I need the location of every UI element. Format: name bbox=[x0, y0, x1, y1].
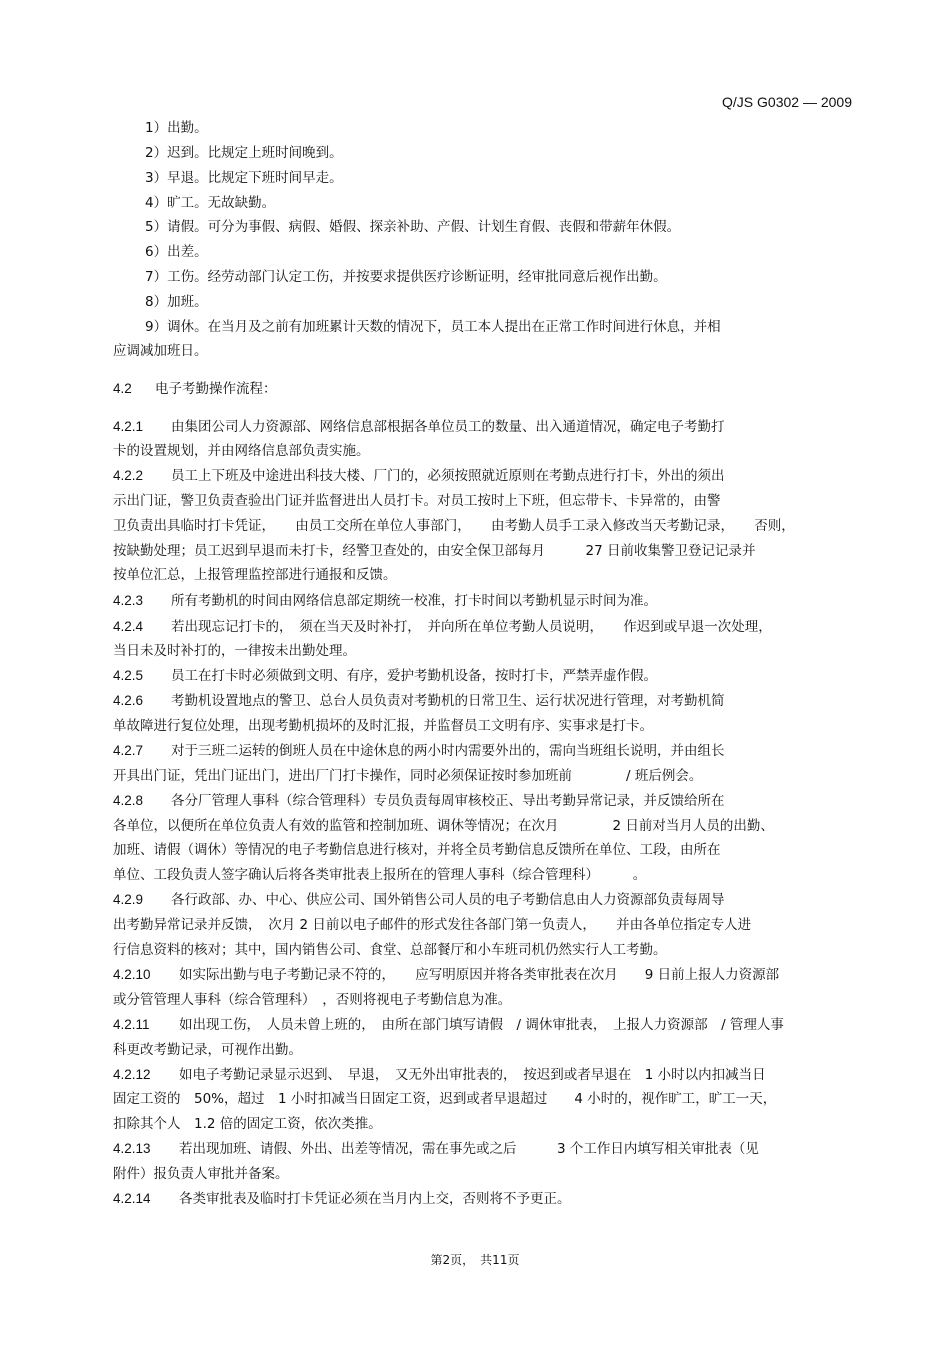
clause-line bbox=[113, 1066, 853, 1084]
clause-text: 由集团公司人力资源部、网络信息部根据各单位员工的数量、出入通道情况，确定电子考勤打 bbox=[171, 419, 725, 435]
document-code: Q/JS G0302 — 2009 bbox=[722, 94, 852, 110]
clause-text: 考勤机设置地点的警卫、总台人员负责对考勤机的日常卫生、运行状况进行管理，对考勤机简 bbox=[171, 693, 725, 709]
clause-number: 4.2.13 bbox=[113, 1141, 151, 1156]
clause-text: 所有考勤机的时间由网络信息部定期统一校准，打卡时间以考勤机显示时间为准。 bbox=[171, 593, 657, 609]
clause-text: 各分厂管理人事科（综合管理科）专员负责每周审核校正、导出考勤异常记录，并反馈给所在 bbox=[171, 793, 725, 809]
clause-number: 4.2.3 bbox=[113, 593, 144, 608]
section-heading bbox=[113, 380, 853, 398]
clause-text: 如实际出勤与电子考勤记录不符的， 应写明原因并将各类审批表在次月 9 日前上报人力资源部 bbox=[179, 967, 780, 983]
clause-text: 各类审批表及临时打卡凭证必须在当月内上交，否则将不予更正。 bbox=[179, 1191, 571, 1207]
clause-line bbox=[113, 592, 853, 610]
list-item: 7）工伤。经劳动部门认定工伤，并按要求提供医疗诊断证明，经审批同意后视作出勤。 bbox=[145, 269, 667, 285]
clause-line bbox=[113, 692, 853, 710]
clause-line bbox=[113, 966, 853, 984]
clause-line bbox=[113, 891, 853, 909]
clause-line: 或分管管理人事科（综合管理科） ，否则将视电子考勤信息为准。 bbox=[113, 992, 512, 1008]
clause-line: 科更改考勤记录，可视作出勤。 bbox=[113, 1042, 302, 1058]
clause-line: 各单位，以便所在单位负责人有效的监管和控制加班、调休等情况；在次月 2 日前对当月人员的出勤、 bbox=[113, 818, 774, 834]
clause-text: 员工在打卡时必须做到文明、有序，爱护考勤机设备，按时打卡，严禁弄虚作假。 bbox=[171, 668, 657, 684]
section-title: 电子考勤操作流程： bbox=[155, 381, 277, 397]
clause-line bbox=[113, 1016, 853, 1034]
clause-number: 4.2.7 bbox=[113, 743, 144, 758]
clause-line bbox=[113, 667, 853, 685]
clause-line bbox=[113, 467, 853, 485]
clause-line: 当日未及时补打的，一律按未出勤处理。 bbox=[113, 643, 356, 659]
clause-line: 单故障进行复位处理，出现考勤机损坏的及时汇报，并监督员工文明有序、实事求是打卡。 bbox=[113, 718, 653, 734]
clause-number: 4.2.8 bbox=[113, 793, 144, 808]
list-item: 4）旷工。无故缺勤。 bbox=[145, 195, 276, 211]
clause-number: 4.2.12 bbox=[113, 1067, 151, 1082]
list-item: 3）早退。比规定下班时间早走。 bbox=[145, 170, 343, 186]
page-footer: 第2页， 共11页 bbox=[430, 1253, 520, 1267]
clause-line: 行信息资料的核对；其中，国内销售公司、食堂、总部餐厅和小车班司机仍然实行人工考勤。 bbox=[113, 942, 667, 958]
clause-line bbox=[113, 1140, 853, 1158]
clause-number: 4.2.1 bbox=[113, 419, 144, 434]
list-item: 5）请假。可分为事假、病假、婚假、探亲补助、产假、计划生育假、丧假和带薪年休假。 bbox=[145, 219, 681, 235]
list-item: 8）加班。 bbox=[145, 294, 208, 310]
clause-line bbox=[113, 742, 853, 760]
clause-text: 各行政部、办、中心、供应公司、国外销售公司人员的电子考勤信息由人力资源部负责每周导 bbox=[171, 892, 725, 908]
clause-number: 4.2.10 bbox=[113, 967, 151, 982]
clause-number: 4.2.9 bbox=[113, 892, 144, 907]
clause-line bbox=[113, 1190, 853, 1208]
list-item: 9）调休。在当月及之前有加班累计天数的情况下，员工本人提出在正常工作时间进行休息，并相 bbox=[145, 319, 721, 335]
list-item: 1）出勤。 bbox=[145, 120, 208, 136]
clause-text: 员工上下班及中途进出科技大楼、厂门的，必须按照就近原则在考勤点进行打卡，外出的须出 bbox=[171, 468, 725, 484]
clause-line: 单位、工段负责人签字确认后将各类审批表上报所在的管理人事科（综合管理科） 。 bbox=[113, 867, 647, 883]
clause-number: 4.2.6 bbox=[113, 693, 144, 708]
clause-number: 4.2.2 bbox=[113, 468, 144, 483]
clause-text: 若出现加班、请假、外出、出差等情况，需在事先或之后 3 个工作日内填写相关审批表（见 bbox=[179, 1141, 759, 1157]
clause-line: 按单位汇总，上报管理监控部进行通报和反馈。 bbox=[113, 567, 397, 583]
clause-line: 出考勤异常记录并反馈， 次月 2 日前以电子邮件的形式发往各部门第一负责人， 并由各单位指定专人进 bbox=[113, 917, 752, 933]
clause-line: 卫负责出具临时打卡凭证， 由员工交所在单位人事部门， 由考勤人员手工录入修改当天考勤记录， 否则， bbox=[113, 518, 795, 534]
clause-text: 如电子考勤记录显示迟到、 早退， 又无外出审批表的， 按迟到或者早退在 1 小时以内扣减当日 bbox=[179, 1067, 766, 1083]
clause-number: 4.2.11 bbox=[113, 1017, 150, 1032]
clause-line: 附件）报负责人审批并备案。 bbox=[113, 1166, 289, 1182]
clause-text: 若出现忘记打卡的， 须在当天及时补打， 并向所在单位考勤人员说明， 作迟到或早退一次处理， bbox=[171, 619, 772, 635]
clause-number: 4.2.14 bbox=[113, 1191, 151, 1206]
clause-line bbox=[113, 792, 853, 810]
clause-number: 4.2.5 bbox=[113, 668, 144, 683]
clause-line: 扣除其个人 1.2 倍的固定工资，依次类推。 bbox=[113, 1116, 382, 1132]
clause-number: 4.2.4 bbox=[113, 619, 144, 634]
clause-text: 如出现工伤， 人员未曾上班的， 由所在部门填写请假 / 调休审批表， 上报人力资源部 / 管理人事 bbox=[179, 1017, 784, 1033]
clause-line: 示出门证，警卫负责查验出门证并监督进出人员打卡。对员工按时上下班，但忘带卡、卡异常的，由警 bbox=[113, 493, 721, 509]
list-item: 2）迟到。比规定上班时间晚到。 bbox=[145, 145, 343, 161]
clause-text: 对于三班二运转的倒班人员在中途休息的两小时内需要外出的，需向当班组长说明，并由组长 bbox=[171, 743, 725, 759]
clause-line bbox=[113, 618, 853, 636]
clause-line: 按缺勤处理；员工迟到早退而未打卡，经警卫查处的，由安全保卫部每月 27 日前收集警卫登记记录并 bbox=[113, 543, 756, 559]
section-number: 4.2 bbox=[113, 381, 132, 396]
list-item-continuation: 应调减加班日。 bbox=[113, 343, 208, 359]
list-item: 6）出差。 bbox=[145, 244, 208, 260]
clause-line: 卡的设置规划，并由网络信息部负责实施。 bbox=[113, 443, 370, 459]
clause-line: 固定工资的 50%，超过 1 小时扣减当日固定工资，迟到或者早退超过 4 小时的，视作旷工，旷工一天， bbox=[113, 1091, 777, 1107]
clause-line: 开具出门证，凭出门证出门，进出厂门打卡操作，同时必须保证按时参加班前 / 班后例会。 bbox=[113, 768, 703, 784]
clause-line bbox=[113, 418, 853, 436]
clause-line: 加班、请假（调休）等情况的电子考勤信息进行核对，并将全员考勤信息反馈所在单位、工段，由所在 bbox=[113, 842, 721, 858]
